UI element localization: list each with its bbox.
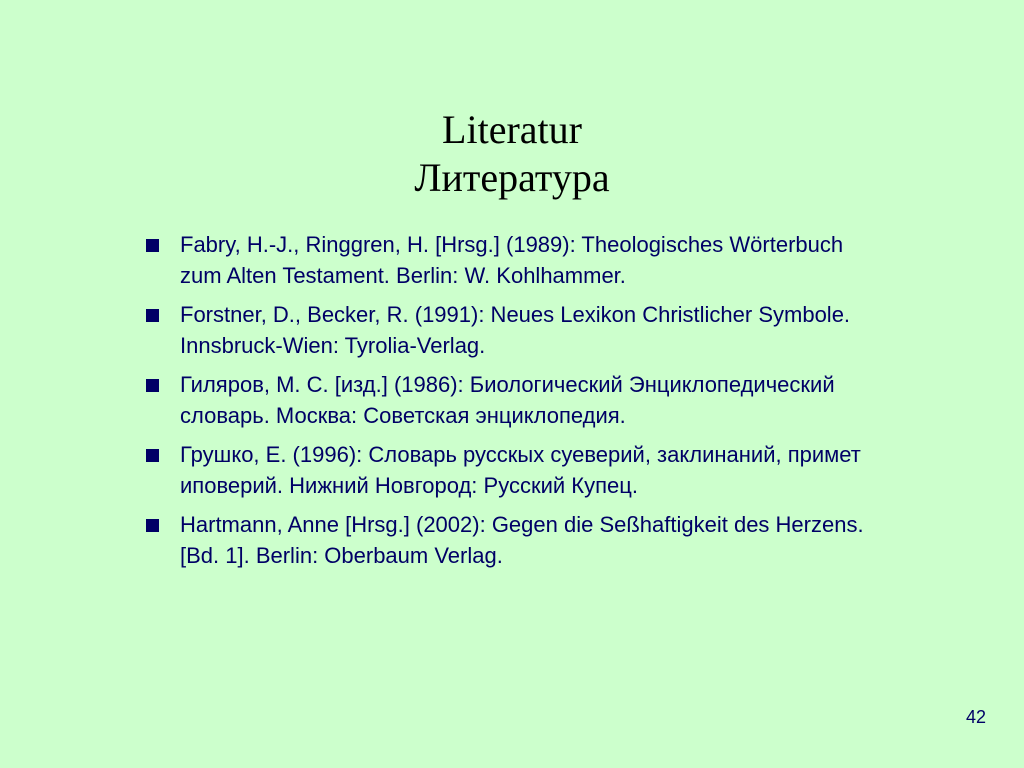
reference-text: Forstner, D., Becker, R. (1991): Neues Lexikon Christlicher Symbole. Innsbruck-Wien: Tyrolia-Verlag.	[180, 302, 851, 358]
reference-text: Гиляров, М. С. [изд.] (1986): Биологический Энциклопедический словарь. Москва: Советская энциклопедия.	[180, 372, 835, 428]
square-bullet-icon	[146, 519, 159, 532]
title-russian: Литература	[414, 155, 610, 200]
page-number: 42	[965, 707, 986, 727]
reference-item	[142, 369, 872, 431]
reference-text: Hartmann, Anne [Hrsg.] (2002): Gegen die Seßhaftigkeit des Herzens. [Bd. 1]. Berlin: Oberbaum Verlag.	[180, 512, 864, 568]
title-german: Literatur	[442, 107, 582, 152]
reference-item	[142, 439, 872, 501]
slide-title	[0, 106, 1024, 202]
reference-item	[142, 229, 872, 291]
reference-text: Грушко, Е. (1996): Словарь русскых суеверий, заклинаний, примет иповерий. Нижний Новгород: Русский Купец.	[180, 442, 861, 498]
reference-text: Fabry, H.-J., Ringgren, H. [Hrsg.] (1989): Theologisches Wörterbuch zum Alten Testament. Berlin: W. Kohlhammer.	[180, 232, 844, 288]
reference-item	[142, 299, 872, 361]
square-bullet-icon	[146, 309, 159, 322]
square-bullet-icon	[146, 449, 159, 462]
reference-list	[142, 229, 872, 579]
square-bullet-icon	[146, 379, 159, 392]
reference-item	[142, 509, 872, 571]
square-bullet-icon	[146, 239, 159, 252]
